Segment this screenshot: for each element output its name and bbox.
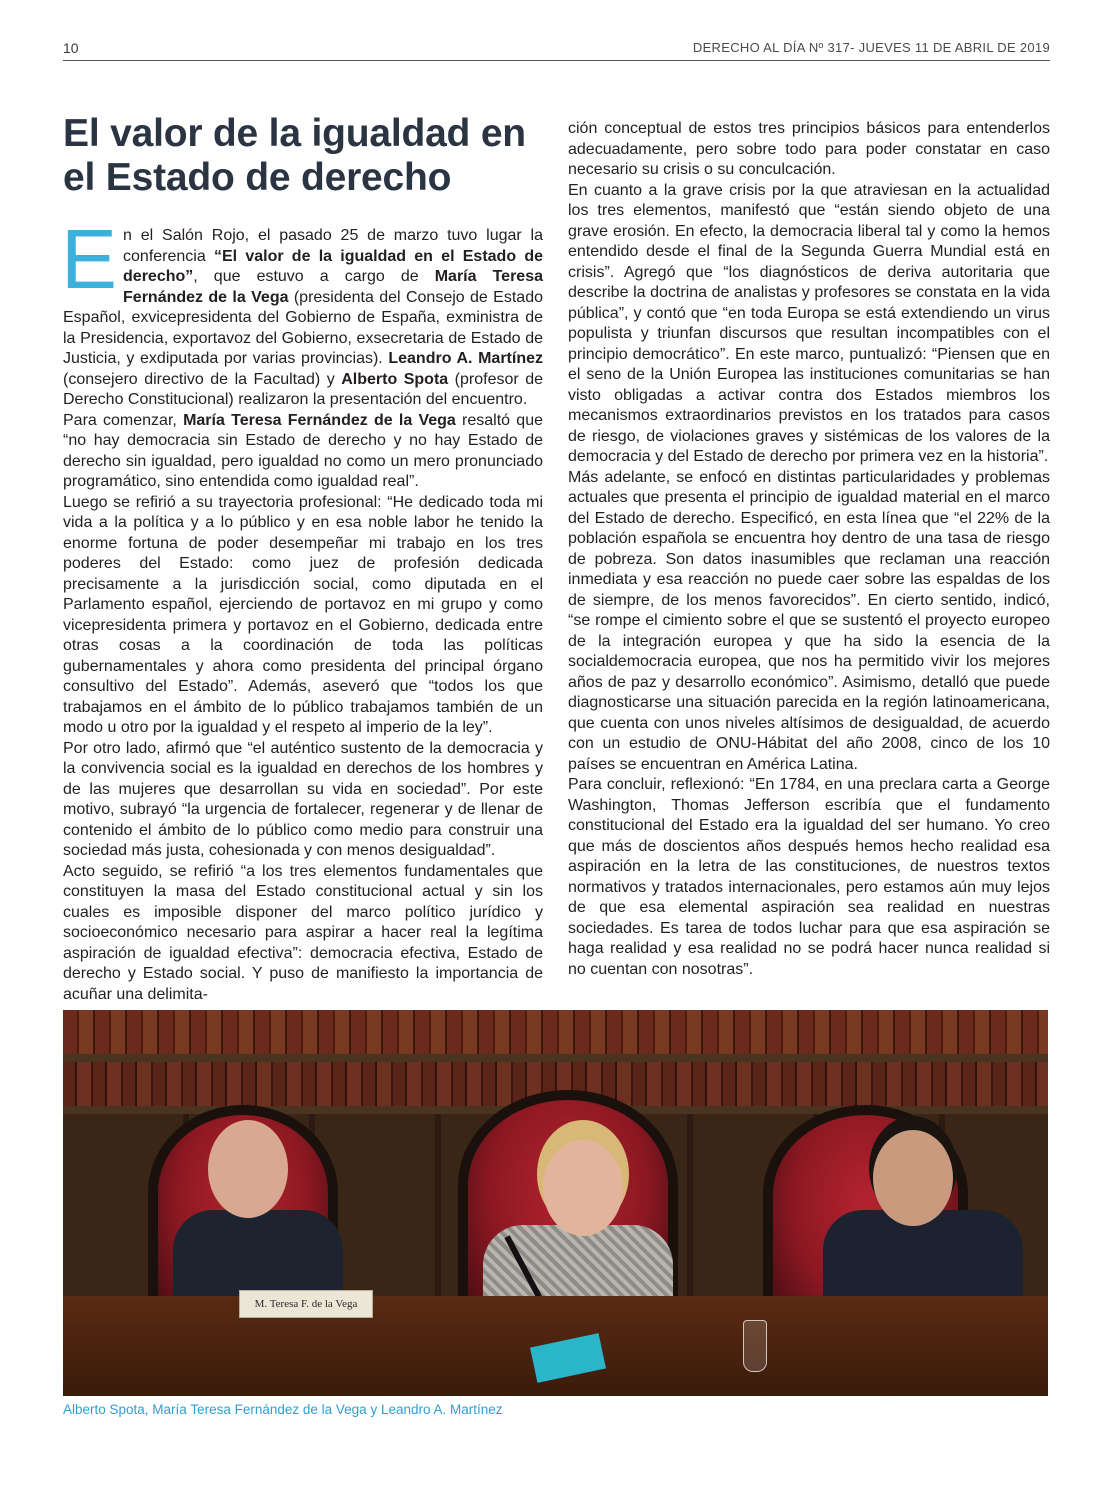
nameplate: M. Teresa F. de la Vega [239,1290,373,1318]
person-center-head [543,1140,623,1236]
paragraph-3: Luego se refirió a su trayectoria profesional: “He dedicado toda mi vida a la política y a lo público y en esa noble labor he tenido la enorme fortuna de poder desempeñar mi trabajo en los tres poderes del Estado: como juez de profesión dedicada precisamente a la jurisdicción social, como diputada en el Parlamento español, ejerciendo de portavoz en mi grupo y como vicepresidenta primera y portavoz en el Gobierno, dedicada entre otras cosas a la coordinación de toda las políticas gubernamentales y ahora como presidenta del principal órgano consultivo del Estado”. Además, aseveró que “todos los que trabajamos en el ámbito de lo público trabajamos también de un modo u otro por la igualdad y el respeto al imperio de la ley”. [63,493,543,736]
lead-paragraph [61,212,544,411]
lead-text: , que estuvo a cargo de [193,268,435,285]
paragraph-6: En cuanto a la grave crisis por la que atraviesan en la actualidad los tres elementos, manifestó que “están siendo objeto de una grave erosión. En efecto, la democracia liberal tal y como la hemos entendido desde el final de la Segunda Guerra Mundial está en crisis”. Agregó que “los diagnósticos de deriva autoritaria que describe la doctrina de analistas y profesores se constata en la vida pública”, y contó que “en toda Europa se está extendiendo un virus populista y triunfan discursos que resultan incompatibles con el principio democrático”. En este marco, puntualizó: “Piensen que en el seno de la Unión Europea las instituciones comunitarias se han visto obligadas a activar contra dos Estados miembros los mecanismos extraordinarios previstos en los tratados para casos de riesgo, de violaciones graves y sistémicas de los valores de la democracia y del Estado de derecho por primera vez en la historia”. [568,181,1050,465]
paragraph-text: Para comenzar, [63,411,184,429]
shelf [63,1054,1048,1062]
paragraph-bold-speaker: María Teresa Fernández de la Vega [183,411,456,429]
article-title: El valor de la igualdad en el Estado de derecho [63,112,526,199]
header-rule [63,60,1050,61]
paragraph-5-start: Acto seguido, se refirió “a los tres elementos fundamentales que constituyen la masa del Estado constitucional actual y sin los cuales es imposible disponer del marco político jurídico y socioeconómico necesario para aspirar a hacer real la legítima aspiración de igualdad efectiva”: democracia efectiva, Estado de derecho y Estado social. Y puso de manifiesto la importancia de acuñar una delimita- [63,862,543,1003]
page-number: 10 [63,40,79,56]
right-column [568,119,1050,980]
water-glass-icon [743,1320,767,1372]
paragraph-4: Por otro lado, afirmó que “el auténtico sustento de la democracia y la convivencia social es la igualdad en derechos de los hombres y de las mujeres que desarrollan su vida en sociedad”. Por este motivo, subrayó “la urgencia de fortalecer, regenerar y de llenar de contenido el ámbito de lo público como medio para construir una sociedad más justa, cohesionada y con menos desigualdad”. [63,739,543,859]
paragraph-text: resaltó que “no hay democracia sin Estado de derecho y no hay Estado de derecho sin igualdad, pero igualdad no como un mero pronunciado programático, sino entendida como igualdad real”. [63,411,544,490]
lead-text: (presidenta del Consejo de Estado Español, exvicepresidenta del Gobierno de España, exministra de la Presidencia, exportavoz del Gobierno, exsecretaria de Estado de Justicia, y exdiputada por varias provincias). [63,288,543,367]
lead-bold-spota: Alberto Spota [341,370,449,388]
lead-bold-martinez: Leandro A. Martínez [388,350,543,367]
person-left-head [208,1120,288,1218]
paragraph-7: Más adelante, se enfocó en distintas particularidades y problemas actuales que presenta el principio de igualdad material en el marco del Estado de derecho. Especificó, en esta línea que “el 22% de la población española se encuentra hoy dentro de una tasa de riesgo de pobreza. Son datos inasumibles que reclaman una reacción inmediata y esa reacción no puede caer sobre las espaldas de los de siempre, de los menos favorecidos”. En cierto sentido, indicó, “se rompe el cimiento sobre el que se sustentó el proyecto europeo de la integración europea y que ha sido la esencia de la socialdemocracia europea, que nos ha permitido vivir los mejores años de paz y desarrollo económico”. Asimismo, detalló que puede diagnosticarse una situación parecida en la región latinoamericana, que cuenta con unos niveles altísimos de desigualdad, de acuerdo con un estudio de ONU-Hábitat del año 2008, cinco de los 10 países se encuentran en América Latina. [568,468,1050,773]
paragraph-8: Para concluir, reflexionó: “En 1784, en una preclara carta a George Washington, Thomas Jefferson escribía que el fundamento constitucional del Estado era la igualdad del ser humano. Yo creo que más de doscientos años después hemos hecho realidad esa aspiración en la letra de las constituciones, de nuestros textos normativos y tratados internacionales, pero estamos aún muy lejos de que esa elemental aspiración sea realidad en nuestras sociedades. Es tarea de todos luchar para que esa aspiración se haga realidad y esa realidad no se podrá hacer nunca realidad si no cuentan con nosotras”. [568,776,1050,978]
photo-caption: Alberto Spota, María Teresa Fernández de la Vega y Leandro A. Martínez [63,1402,503,1417]
drop-cap: E [61,212,118,306]
person-right-head [873,1130,953,1226]
lead-text: n el Salón Rojo, el pasado 25 de marzo tuvo lugar la conferencia [123,227,543,265]
publication-header: DERECHO AL DÍA Nº 317- JUEVES 11 DE ABRIL DE 2019 [692,40,1050,55]
paragraph-2 [63,411,543,493]
left-column [61,212,544,1005]
event-photo [63,1010,1048,1396]
bookshelf-row [63,1010,1048,1054]
lead-bold-conference: “El valor de la igualdad en el Estado de derecho” [123,247,543,285]
lead-bold-speaker: María Teresa Fernández de la Vega [123,268,543,306]
lead-text: (profesor de Derecho Constitucional) realizaron la presentación del encuentro. [63,370,544,408]
paragraph-5-end: ción conceptual de estos tres principios básicos para entenderlos adecuadamente, pero sobre todo para poder constatar en caso necesario su crisis o su conculcación. [568,120,1050,178]
lead-text: (consejero directivo de la Facultad) y [63,370,342,388]
